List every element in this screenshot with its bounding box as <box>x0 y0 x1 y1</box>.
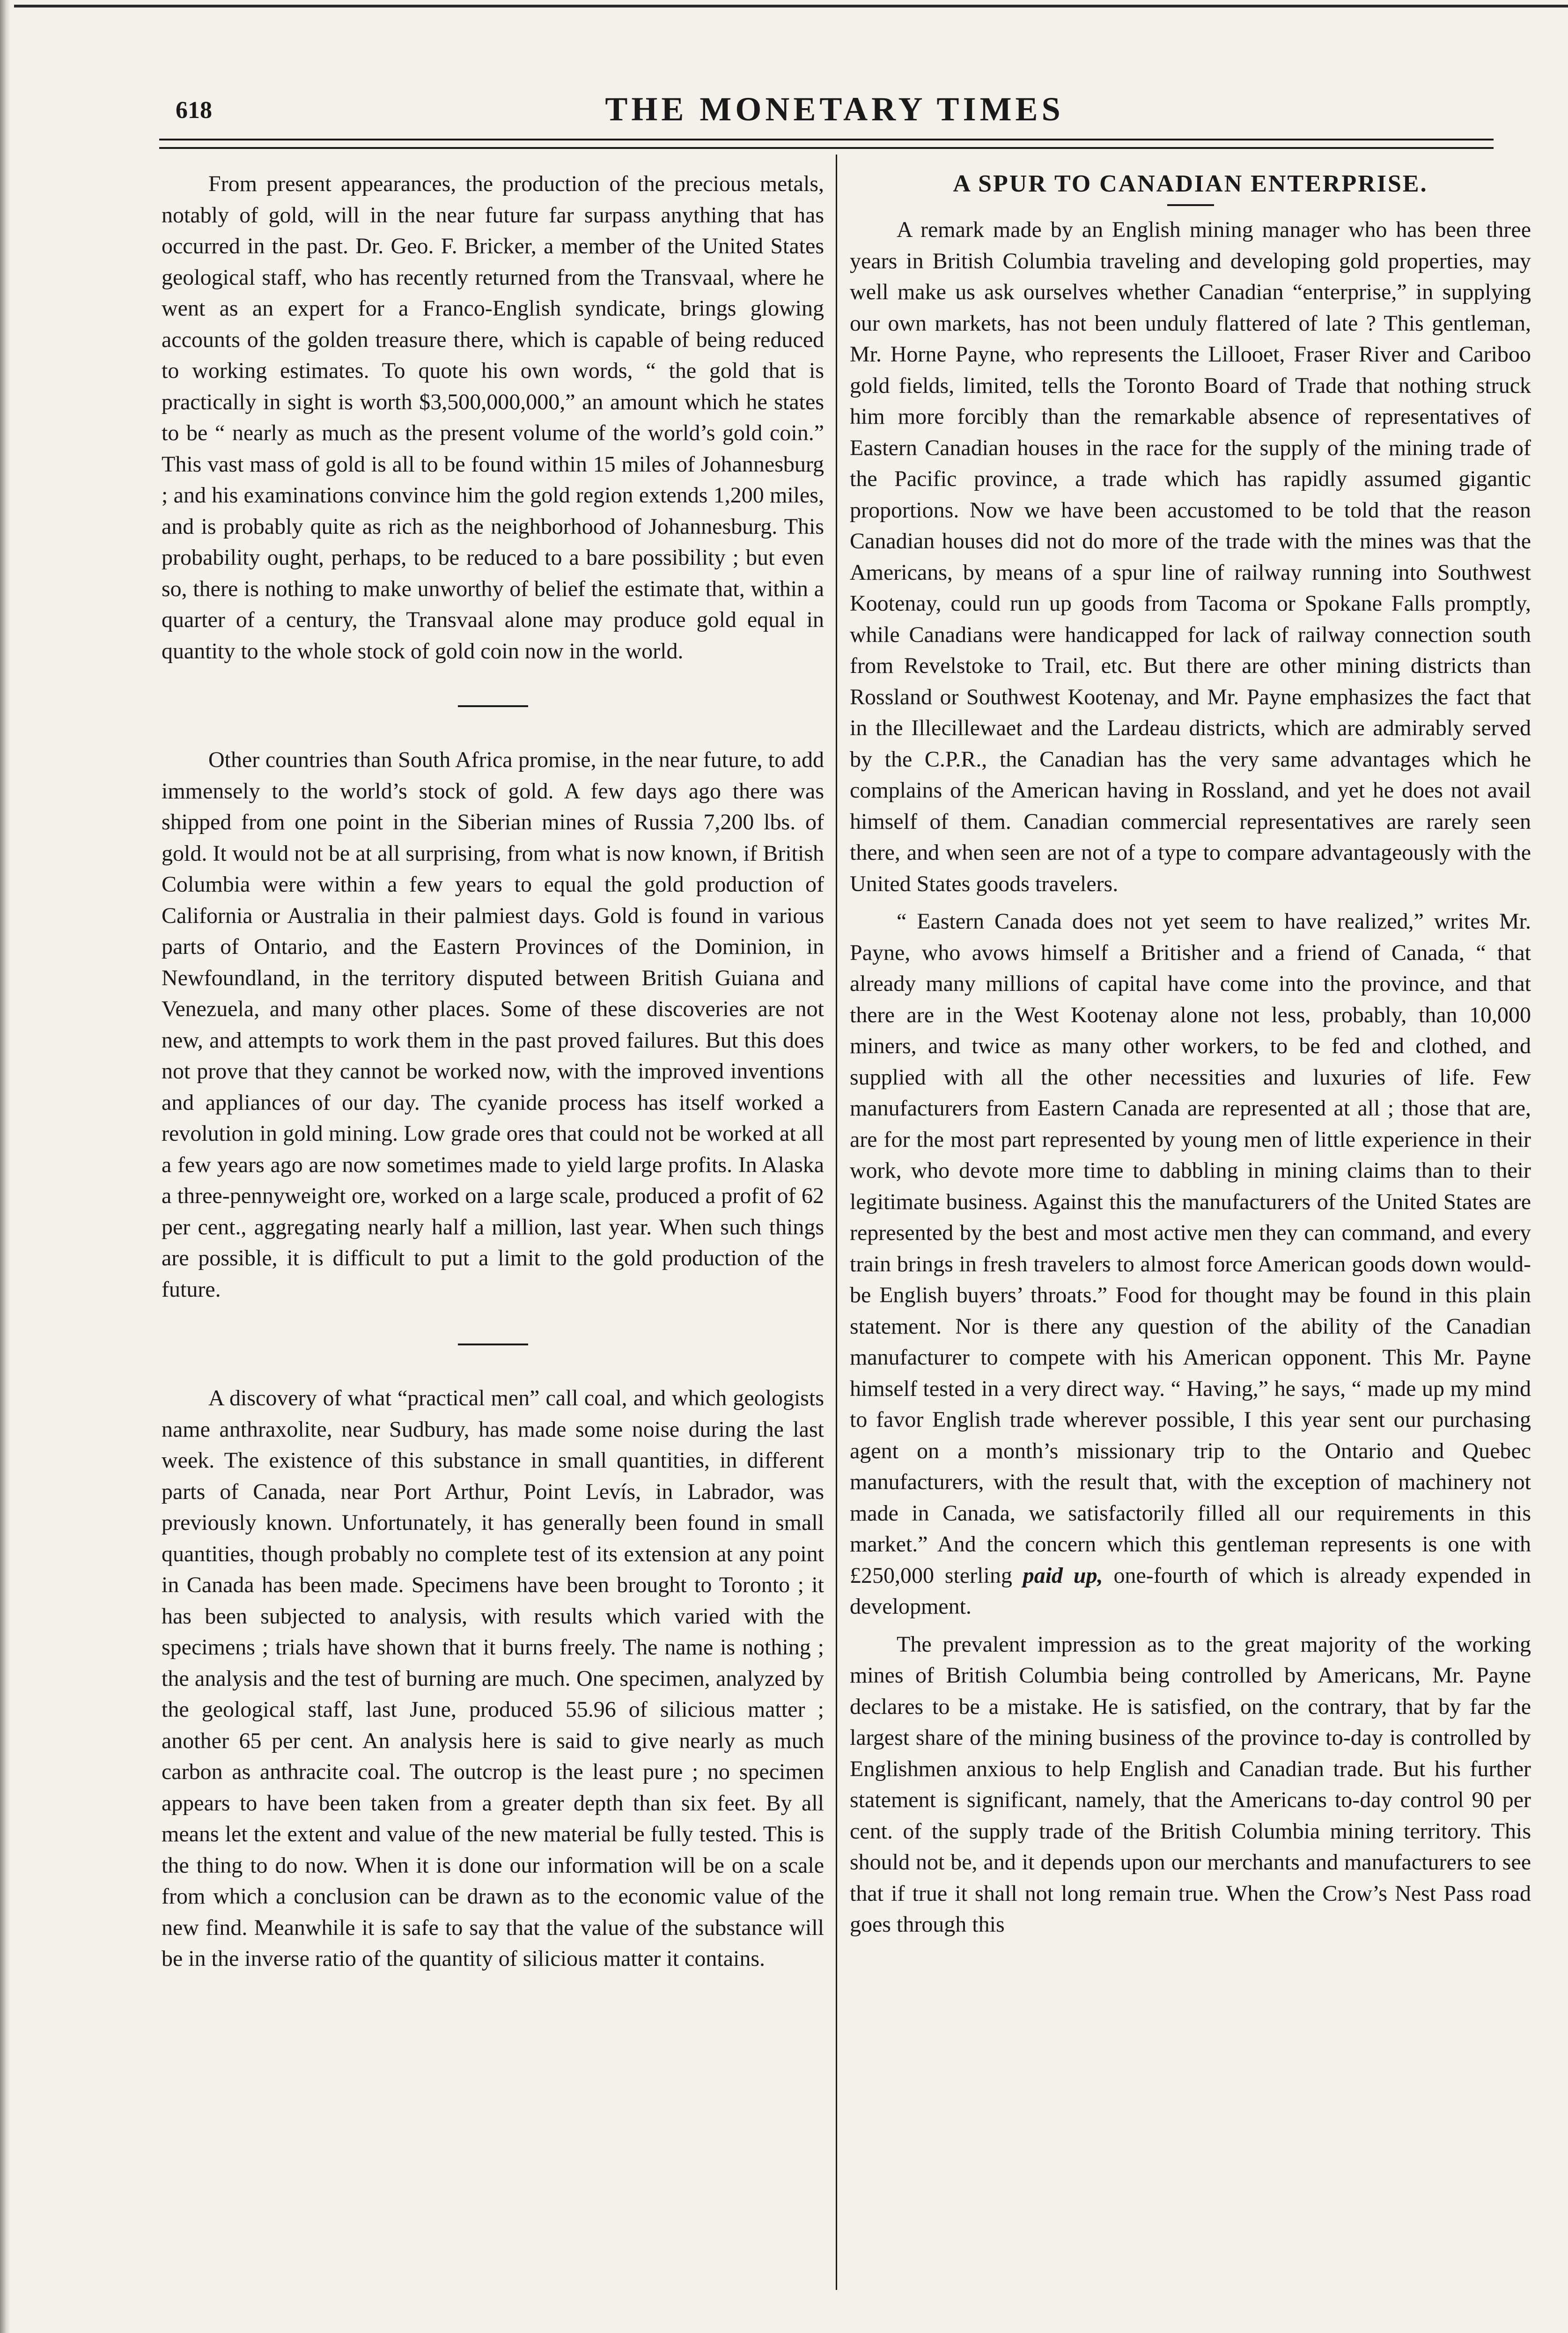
paragraph-text: “ Eastern Canada does not yet seem to have realized,” writes Mr. Payne, who avows himself a Britisher and a friend of Canada, “ that already many millions of capital have come into the province, and that there are in the West Kootenay alone not less, probably, than 10,000 miners, and twice as many other workers, to be fed and clothed, and supplied with all the other necessities and luxuries of life. Few manufacturers from Eastern Canada are represented at all ; those that are, are for the most part represented by young men of little experience in their work, who devote more time to dabbling in mining claims than to their legitimate business. Against this the manufacturers of the United States are represented by the best and most active men they can command, and every train brings in fresh travelers to almost force American goods down would-be English buyers’ throats.” Food for thought may be found in this plain statement. Nor is there any question of the ability of the Canadian manufacturer to compete with his American opponent. This Mr. Payne himself tested in a very direct way. “ Having,” he says, “ made up my mind to favor English trade wherever possible, I this year sent our purchasing agent on a month’s missionary trip to the Ontario and Quebec manufacturers, with the result that, with the exception of machinery not made in Canada, we satisfactorily filled all our requirements in this market.” And the concern which this gentleman represents is one with £250,000 sterling <box>850 909 1531 1588</box>
page-header <box>176 90 1494 137</box>
left-column <box>162 169 824 1975</box>
masthead: THE MONETARY TIMES <box>605 90 1064 128</box>
header-rule <box>159 139 1494 149</box>
column-divider <box>836 155 837 2290</box>
article-paragraph: A remark made by an English mining manager who has been three years in British Columbia traveling and developing gold properties, may well make us ask ourselves whether Canadian “enterprise,” in supplying our own markets, has not been unduly flattered of late ? This gentleman, Mr. Horne Payne, who represents the Lillooet, Fraser River and Cariboo gold fields, limited, tells the Toronto Board of Trade that nothing struck him more forcibly than the remarkable absence of representatives of Eastern Canadian houses in the race for the supply of the mining trade of the Pacific province, a trade which has rapidly assumed gigantic proportions. Now we have been accustomed to be told that the reason Canadian houses did not do more of the trade with the mines was that the Americans, by means of a spur line of railway running into Southwest Kootenay, could run up goods from Tacoma or Spokane Falls promptly, while Canadians were handicapped for lack of railway connection south from Revelstoke to Trail, etc. But there are other mining districts than Rossland or Southwest Kootenay, and Mr. Payne emphasizes the fact that in the Illecillewaet and the Lardeau districts, which are admirably served by the C.P.R., the Canadian has the very same advantages which he complains of the American having in Rossland, and yet he does not avail himself of them. Canadian commercial representatives are rarely seen there, and when seen are not of a type to compare advantageously with the United States goods travelers. <box>850 217 1531 896</box>
article-paragraph <box>850 906 1531 1623</box>
article-paragraph: From present appearances, the production of the precious metals, notably of gold, will in the near future far surpass anything that has occurred in the past. Dr. Geo. F. Bricker, a member of the United States geological staff, who has recently returned from the Transvaal, where he went as an expert for a Franco-English syndicate, brings glowing accounts of the golden treasure there, which is capable of being reduced to working estimates. To quote his own words, “ the gold that is practically in sight is worth $3,500,000,000,” an amount which he states to be “ nearly as much as the present volume of the world’s gold coin.” This vast mass of gold is all to be found within 15 miles of Johannesburg ; and his examinations convince him the gold region extends 1,200 miles, and is probably quite as rich as the neighborhood of Johannesburg. This probability ought, perhaps, to be reduced to a bare possibility ; but even so, there is nothing to make unworthy of belief the estimate that, within a quarter of a century, the Transvaal alone may produce gold equal in quantity to the whole stock of gold coin now in the world. <box>162 171 824 664</box>
article-paragraph: Other countries than South Africa promise, in the near future, to add immensely to the world’s stock of gold. A few days ago there was shipped from one point in the Siberian mines of Russia 7,200 lbs. of gold. It would not be at all surprising, from what is now known, if British Columbia were within a few years to equal the gold production of California or Australia in their palmiest days. Gold is found in various parts of Ontario, and the Eastern Provinces of the Dominion, in Newfoundland, in the territory disputed between British Guiana and Venezuela, and many other places. Some of these discoveries are not new, and attempts to work them in the past proved failures. But this does not prove that they cannot be worked now, with the improved inventions and appliances of our day. The cyanide process has itself worked a revolution in gold mining. Low grade ores that could not be worked at all a few years ago are now sometimes made to yield large profits. In Alaska a three-pennyweight ore, worked on a large scale, produced a profit of 62 per cent., aggregating nearly half a million, last year. When such things are possible, it is difficult to put a limit to the gold production of the future. <box>162 747 824 1302</box>
section-separator <box>458 705 528 707</box>
emphasized-text: paid up, <box>1023 1563 1103 1588</box>
article-paragraph: The prevalent impression as to the great majority of the working mines of British Columbia being controlled by Americans, Mr. Payne declares to be a mistake. He is satisfied, on the contrary, that by far the largest share of the mining business of the province to-day is controlled by Englishmen anxious to help English and Canadian trade. But his further statement is significant, namely, that the Americans to-day control 90 per cent. of the supply trade of the British Columbia mining territory. This should not be, and it depends upon our merchants and manufacturers to see that if true it shall not long remain true. When the Crow’s Nest Pass road goes through this <box>850 1632 1531 1937</box>
article-paragraph: A discovery of what “practical men” call coal, and which geologists name anthraxolite, near Sudbury, has made some noise during the last week. The existence of this substance in small quantities, in different parts of Canada, near Port Arthur, Point Levís, in Labrador, was previously known. Unfortunately, it has generally been found in small quantities, though probably no complete test of its extension at any point in Canada has been made. Specimens have been brought to Toronto ; it has been subjected to analysis, with results which varied with the specimens ; trials have shown that it burns freely. The name is nothing ; the analysis and the test of burning are much. One specimen, analyzed by the geological staff, last June, produced 55.96 of silicious matter ; another 65 per cent. An analysis here is said to give nearly as much carbon as anthracite coal. The outcrop is the least pure ; no specimen appears to have been taken from a greater depth than six feet. By all means let the extent and value of the new material be fully tested. This is the thing to do now. When it is done our information will be on a scale from which a conclusion can be drawn as to the economic value of the new find. Meanwhile it is safe to say that the value of the substance will be in the inverse ratio of the quantity of silicious matter it contains. <box>162 1386 824 1971</box>
page-number: 618 <box>176 97 212 124</box>
article-headline: A SPUR TO CANADIAN ENTERPRISE. <box>953 170 1428 197</box>
section-separator <box>458 1344 528 1345</box>
paragraph-text: one-fourth of which is already expended in development. <box>850 1563 1531 1619</box>
top-rule <box>14 5 1568 7</box>
scan-edge <box>0 0 10 2333</box>
right-column <box>850 169 1531 1941</box>
headline-rule <box>1167 204 1214 206</box>
